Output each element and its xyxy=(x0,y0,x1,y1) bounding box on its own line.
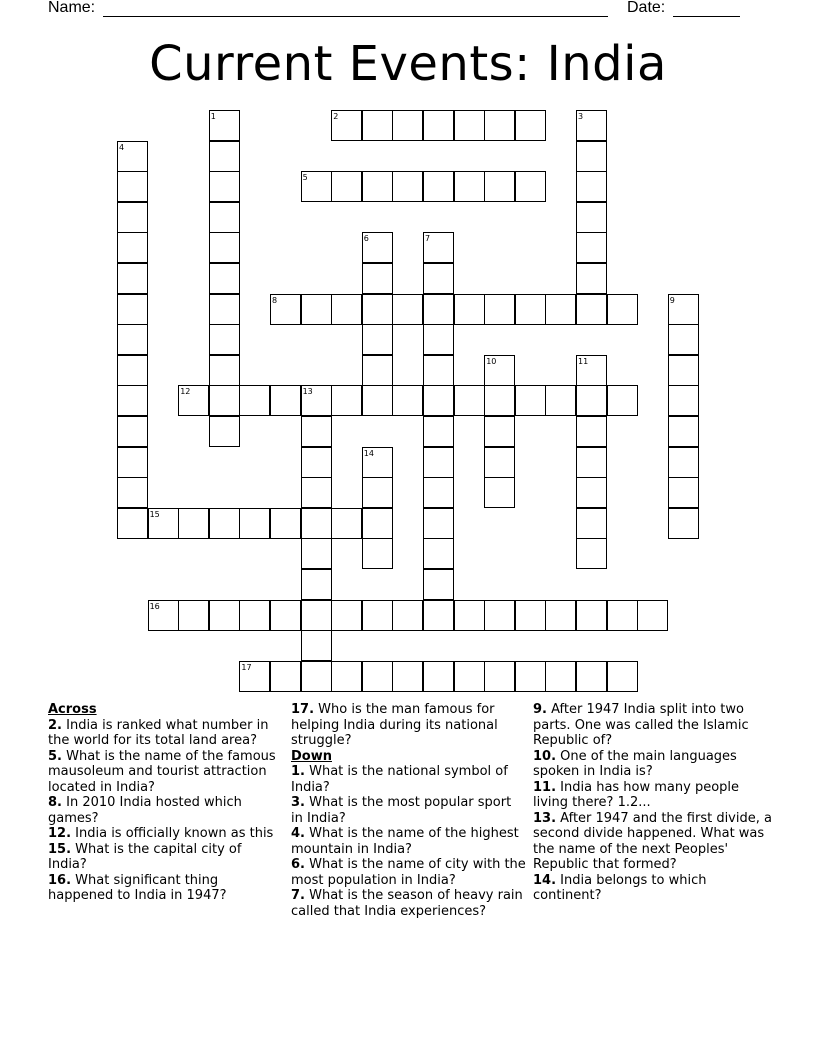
grid-cell[interactable] xyxy=(515,661,546,692)
clue-item xyxy=(48,873,278,904)
clue-number: 17. xyxy=(291,702,315,717)
clue-number-label: 4 xyxy=(119,142,125,152)
clue-item xyxy=(48,718,278,749)
grid-cell[interactable] xyxy=(362,477,393,508)
grid-cell[interactable] xyxy=(117,263,148,294)
grid-cell[interactable] xyxy=(209,263,240,294)
grid-cell[interactable] xyxy=(668,324,699,355)
grid-cell[interactable] xyxy=(117,232,148,263)
clue-number: 15. xyxy=(48,841,72,857)
grid-cell[interactable] xyxy=(423,477,454,508)
grid-cell[interactable] xyxy=(423,416,454,447)
grid-cell[interactable] xyxy=(454,110,485,141)
across-heading: Across xyxy=(48,702,97,717)
clues-column-3 xyxy=(533,702,773,904)
clue-text: After 1947 India split into two parts. One was called the Islamic Republic of? xyxy=(533,702,749,748)
grid-cell[interactable] xyxy=(301,477,332,508)
grid-cell[interactable] xyxy=(270,661,301,692)
clue-text: India belongs to which continent? xyxy=(533,872,707,903)
clue-text: What significant thing happened to India in 1947? xyxy=(48,872,227,903)
grid-cell[interactable] xyxy=(209,600,240,631)
grid-cell[interactable] xyxy=(331,294,362,325)
clue-number-label: 7 xyxy=(425,234,431,244)
clue-number-label: 3 xyxy=(578,112,584,121)
grid-cell[interactable] xyxy=(362,355,393,386)
grid-cell[interactable] xyxy=(576,141,607,172)
grid-cell[interactable] xyxy=(362,508,393,539)
grid-cell[interactable] xyxy=(362,538,393,569)
grid-cell[interactable] xyxy=(331,508,362,539)
grid-cell[interactable] xyxy=(423,447,454,478)
grid-cell[interactable] xyxy=(117,508,148,539)
grid-cell[interactable] xyxy=(301,508,332,539)
clues-column-2 xyxy=(291,702,526,919)
grid-cell[interactable] xyxy=(362,110,393,141)
clue-number-label: 5 xyxy=(302,173,308,183)
across-clue-list xyxy=(48,718,278,904)
grid-cell[interactable] xyxy=(239,385,270,416)
clue-number: 7. xyxy=(291,888,305,903)
grid-cell[interactable] xyxy=(270,508,301,539)
grid-cell[interactable] xyxy=(484,600,515,631)
grid-cell[interactable] xyxy=(484,416,515,447)
grid-cell[interactable] xyxy=(117,202,148,233)
grid-cell[interactable] xyxy=(423,661,454,692)
grid-cell[interactable] xyxy=(362,661,393,692)
clue-item xyxy=(533,702,773,749)
clue-number: 16. xyxy=(48,872,72,888)
grid-cell[interactable] xyxy=(392,661,423,692)
grid-cell[interactable] xyxy=(576,416,607,447)
grid-cell[interactable] xyxy=(117,294,148,325)
grid-cell[interactable] xyxy=(454,294,485,325)
grid-cell[interactable] xyxy=(423,324,454,355)
grid-cell[interactable] xyxy=(392,600,423,631)
grid-cell[interactable] xyxy=(515,171,546,202)
clue-item xyxy=(291,826,526,857)
grid-cell[interactable] xyxy=(362,324,393,355)
grid-cell[interactable] xyxy=(668,385,699,416)
grid-cell[interactable] xyxy=(668,355,699,386)
grid-cell[interactable] xyxy=(576,202,607,233)
grid-cell[interactable] xyxy=(301,661,332,692)
clue-text: After 1947 and the first divide, a second divide happened. What was the name of the next Peoples' Republic that formed? xyxy=(533,810,772,872)
grid-cell[interactable] xyxy=(668,477,699,508)
grid-cell[interactable] xyxy=(270,600,301,631)
grid-cell[interactable] xyxy=(454,385,485,416)
clues-column-1 xyxy=(48,702,278,904)
date-label: Date: xyxy=(627,0,666,16)
down-clue-list xyxy=(291,764,526,919)
grid-cell[interactable] xyxy=(362,600,393,631)
clue-text: What is the name of the famous mausoleum and tourist attraction located in India? xyxy=(48,748,276,795)
grid-cell[interactable] xyxy=(576,294,607,325)
clue-number: 13. xyxy=(533,810,557,826)
clue-number-label: 11 xyxy=(578,356,589,366)
clue-item xyxy=(533,749,773,780)
grid-cell[interactable] xyxy=(423,171,454,202)
grid-cell[interactable] xyxy=(178,600,209,631)
grid-cell[interactable] xyxy=(301,416,332,447)
grid-cell[interactable] xyxy=(270,385,301,416)
grid-cell[interactable] xyxy=(117,355,148,386)
clue-item xyxy=(48,749,278,796)
grid-cell[interactable] xyxy=(423,355,454,386)
clue-text: What is the name of the highest mountain in India? xyxy=(291,826,519,857)
grid-cell[interactable] xyxy=(484,110,515,141)
grid-cell[interactable] xyxy=(576,263,607,294)
clue-number: 8. xyxy=(48,795,62,810)
grid-cell[interactable] xyxy=(423,569,454,600)
grid-cell[interactable] xyxy=(576,385,607,416)
grid-cell[interactable] xyxy=(209,294,240,325)
clue-item xyxy=(533,873,773,904)
grid-cell[interactable] xyxy=(117,171,148,202)
grid-cell[interactable] xyxy=(301,600,332,631)
grid-cell[interactable] xyxy=(607,385,638,416)
grid-cell[interactable] xyxy=(362,263,393,294)
grid-cell[interactable] xyxy=(484,171,515,202)
clue-item xyxy=(291,795,526,826)
grid-cell[interactable] xyxy=(362,294,393,325)
grid-cell[interactable] xyxy=(576,171,607,202)
grid-cell[interactable] xyxy=(209,385,240,416)
grid-cell[interactable] xyxy=(209,202,240,233)
clue-text: In 2010 India hosted which games? xyxy=(48,795,242,826)
grid-cell[interactable] xyxy=(607,661,638,692)
grid-cell[interactable] xyxy=(576,477,607,508)
clue-text: Who is the man famous for helping India during its national struggle? xyxy=(291,702,498,748)
clue-number-label: 17 xyxy=(241,662,252,672)
grid-cell[interactable] xyxy=(331,171,362,202)
clue-item xyxy=(291,888,526,919)
grid-cell[interactable] xyxy=(301,294,332,325)
down-clue-list-continued xyxy=(533,702,773,904)
grid-cell[interactable] xyxy=(117,416,148,447)
clue-number: 14. xyxy=(533,872,557,888)
grid-cell[interactable] xyxy=(178,508,209,539)
grid-cell[interactable] xyxy=(209,416,240,447)
grid-cell[interactable] xyxy=(362,385,393,416)
clue-number-label: 6 xyxy=(363,234,369,244)
clue-text: What is the season of heavy rain called that India experiences? xyxy=(291,888,523,919)
clue-text: What is the national symbol of India? xyxy=(291,764,508,795)
grid-cell[interactable] xyxy=(484,385,515,416)
clue-item xyxy=(533,811,773,873)
grid-cell[interactable] xyxy=(515,294,546,325)
clue-item xyxy=(291,857,526,888)
clue-item xyxy=(48,842,278,873)
clue-number: 4. xyxy=(291,826,305,841)
grid-cell[interactable] xyxy=(209,355,240,386)
grid-cell[interactable] xyxy=(545,294,576,325)
grid-cell[interactable] xyxy=(117,324,148,355)
clue-number: 12. xyxy=(48,826,72,841)
clue-text: India is ranked what number in the world for its total land area? xyxy=(48,717,269,748)
grid-cell[interactable] xyxy=(637,600,668,631)
clue-text: One of the main languages spoken in India is? xyxy=(533,748,737,779)
grid-cell[interactable] xyxy=(392,171,423,202)
across-clue-list-continued xyxy=(291,702,526,749)
grid-cell[interactable] xyxy=(392,294,423,325)
grid-cell[interactable] xyxy=(423,294,454,325)
grid-cell[interactable] xyxy=(515,600,546,631)
clue-number-label: 9 xyxy=(669,295,675,305)
grid-cell[interactable] xyxy=(454,661,485,692)
clue-number-label: 2 xyxy=(333,112,339,121)
page-title: Current Events: India xyxy=(149,36,667,92)
grid-cell[interactable] xyxy=(209,232,240,263)
grid-cell[interactable] xyxy=(301,630,332,661)
grid-cell[interactable] xyxy=(576,538,607,569)
grid-cell[interactable] xyxy=(331,661,362,692)
clue-number: 5. xyxy=(48,748,62,764)
grid-cell[interactable] xyxy=(668,508,699,539)
grid-cell[interactable] xyxy=(545,385,576,416)
clue-text: What is the capital city of India? xyxy=(48,841,242,872)
grid-cell[interactable] xyxy=(576,232,607,263)
grid-cell[interactable] xyxy=(301,447,332,478)
clue-item xyxy=(291,764,526,795)
clue-number-label: 12 xyxy=(180,387,191,397)
clue-number: 3. xyxy=(291,795,305,810)
clue-number: 10. xyxy=(533,748,557,764)
clue-text: What is the most popular sport in India? xyxy=(291,795,512,826)
grid-cell[interactable] xyxy=(484,477,515,508)
grid-cell[interactable] xyxy=(576,600,607,631)
clue-number-label: 14 xyxy=(363,448,374,458)
grid-cell[interactable] xyxy=(209,171,240,202)
clue-number: 6. xyxy=(291,857,305,872)
grid-cell[interactable] xyxy=(209,324,240,355)
clue-number: 9. xyxy=(533,702,547,717)
grid-cell[interactable] xyxy=(423,385,454,416)
grid-cell[interactable] xyxy=(484,447,515,478)
clue-number: 2. xyxy=(48,717,62,733)
grid-cell[interactable] xyxy=(545,600,576,631)
grid-cell[interactable] xyxy=(117,385,148,416)
clue-text: India is officially known as this xyxy=(71,826,274,841)
grid-cell[interactable] xyxy=(423,110,454,141)
grid-cell[interactable] xyxy=(301,538,332,569)
grid-cell[interactable] xyxy=(117,447,148,478)
grid-cell[interactable] xyxy=(331,600,362,631)
grid-cell[interactable] xyxy=(117,477,148,508)
grid-cell[interactable] xyxy=(331,385,362,416)
grid-cell[interactable] xyxy=(423,600,454,631)
grid-cell[interactable] xyxy=(362,171,393,202)
clue-number: 11. xyxy=(533,779,557,795)
grid-cell[interactable] xyxy=(515,110,546,141)
grid-cell[interactable] xyxy=(668,447,699,478)
grid-cell[interactable] xyxy=(301,569,332,600)
clue-number: 1. xyxy=(291,764,305,779)
name-label: Name: xyxy=(48,0,96,16)
grid-cell[interactable] xyxy=(239,600,270,631)
grid-cell[interactable] xyxy=(454,600,485,631)
grid-cell[interactable] xyxy=(484,294,515,325)
grid-cell[interactable] xyxy=(423,263,454,294)
grid-cell[interactable] xyxy=(392,110,423,141)
grid-cell[interactable] xyxy=(545,661,576,692)
clue-number-label: 16 xyxy=(149,601,160,611)
grid-cell[interactable] xyxy=(576,661,607,692)
down-heading: Down xyxy=(291,748,332,764)
grid-cell[interactable] xyxy=(576,508,607,539)
clue-item xyxy=(291,702,526,749)
grid-cell[interactable] xyxy=(423,508,454,539)
clue-item xyxy=(533,780,773,811)
grid-cell[interactable] xyxy=(576,447,607,478)
grid-cell[interactable] xyxy=(607,600,638,631)
clue-text: India has how many people living there? 1.2... xyxy=(533,779,740,810)
grid-cell[interactable] xyxy=(454,171,485,202)
clue-number-label: 10 xyxy=(486,356,497,366)
grid-cell[interactable] xyxy=(423,538,454,569)
clue-number-label: 1 xyxy=(210,112,216,121)
grid-cell[interactable] xyxy=(239,508,270,539)
grid-cell[interactable] xyxy=(607,294,638,325)
grid-cell[interactable] xyxy=(209,508,240,539)
grid-cell[interactable] xyxy=(515,385,546,416)
grid-cell[interactable] xyxy=(392,385,423,416)
clue-number-label: 8 xyxy=(272,295,278,305)
clue-item xyxy=(48,826,278,842)
clue-text: What is the name of city with the most population in India? xyxy=(291,857,526,888)
clue-item xyxy=(48,795,278,826)
grid-cell[interactable] xyxy=(668,416,699,447)
grid-cell[interactable] xyxy=(484,661,515,692)
clue-number-label: 15 xyxy=(149,509,160,519)
clue-number-label: 13 xyxy=(302,387,313,397)
grid-cell[interactable] xyxy=(209,141,240,172)
